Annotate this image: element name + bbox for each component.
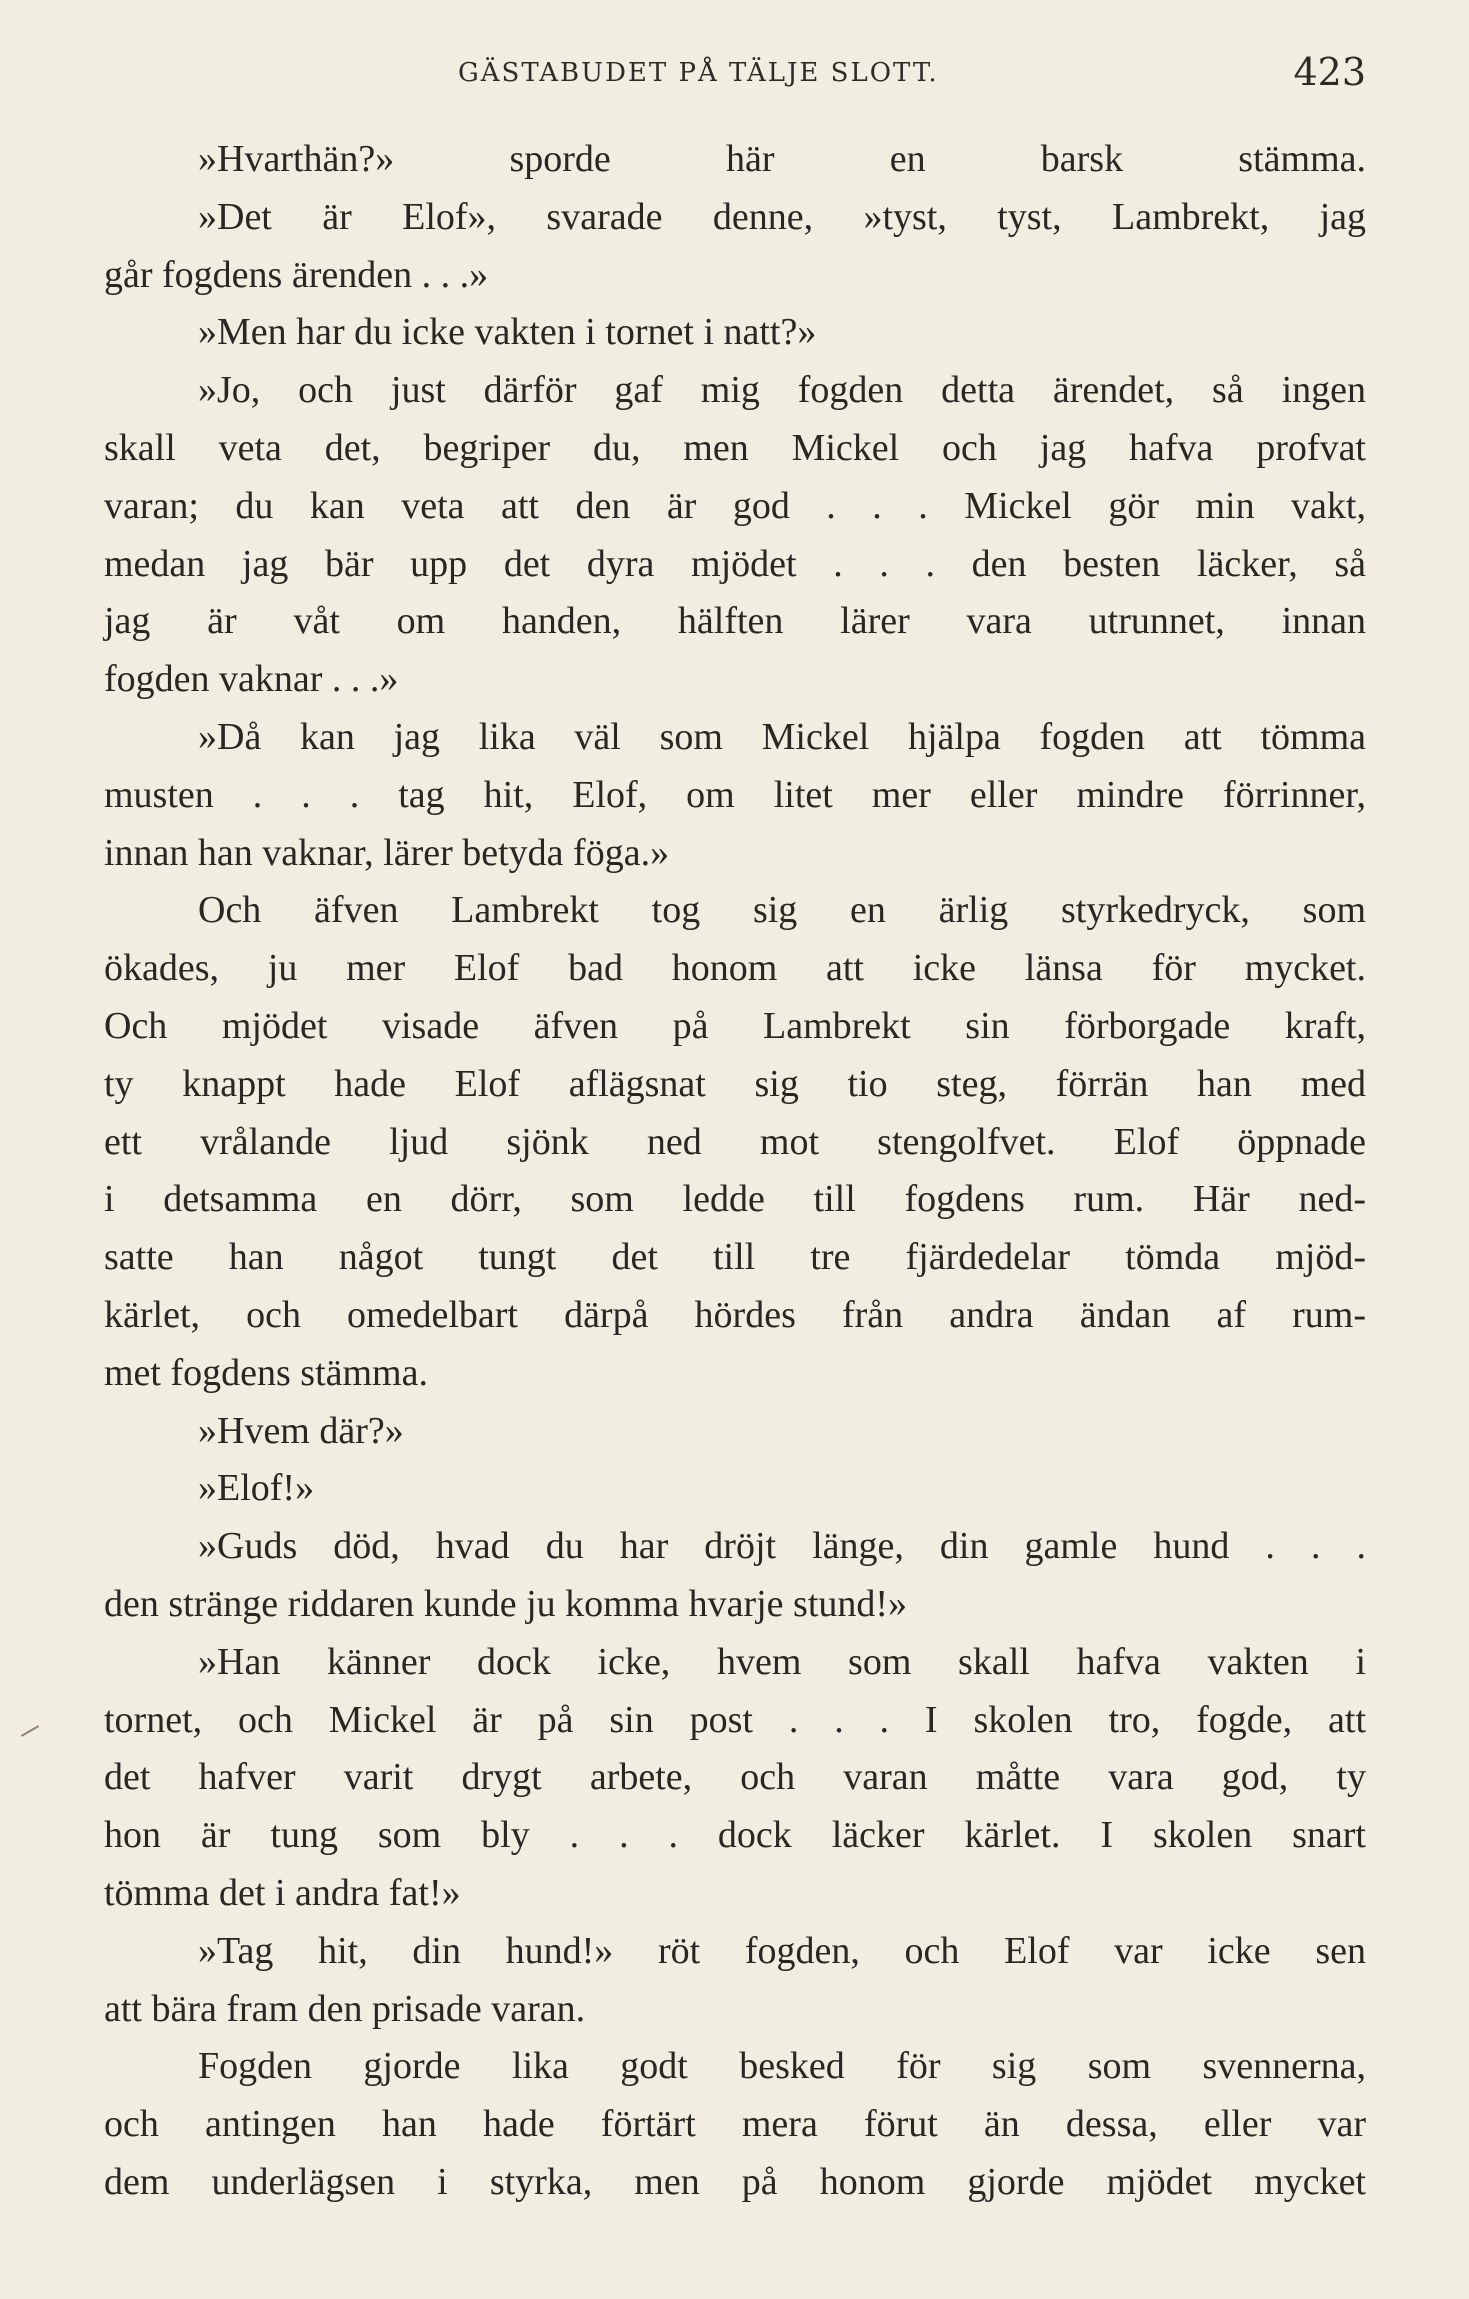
text-line: »Tag hit, din hund!» röt fogden, och Elof var icke sen [198,1929,1366,1972]
text-line: met fogdens stämma. [104,1351,428,1394]
page-number: 423 [1293,50,1366,94]
text-line: »Jo, och just därför gaf mig fogden detta ärendet, så ingen [198,369,1366,412]
text-line: i detsamma en dörr, som ledde till fogdens rum. Här ned- [104,1178,1366,1221]
text-line: medan jag bär upp det dyra mjödet . . . den besten läcker, så [104,542,1366,585]
text-line: »Hvarthän?» sporde här en barsk stämma. [198,138,1366,180]
text-line: »Elof!» [198,1467,315,1510]
text-line: Och mjödet visade äfven på Lambrekt sin förborgade kraft, [104,1004,1366,1047]
text-line: ökades, ju mer Elof bad honom att icke länsa för mycket. [104,947,1366,990]
text-line: ett vrålande ljud sjönk ned mot stengolfvet. Elof öppnade [104,1120,1366,1163]
text-line: den stränge riddaren kunde ju komma hvarje stund!» [104,1582,908,1625]
text-line: tornet, och Mickel är på sin post . . . I skolen tro, fogde, att [104,1698,1366,1741]
text-line: »Hvem där?» [198,1409,404,1452]
text-line: och antingen han hade förtärt mera förut än dessa, eller var [104,2103,1366,2146]
text-line: Fogden gjorde lika godt besked för sig som svennerna, [198,2045,1366,2088]
body-text [104,131,1366,2212]
text-line: att bära fram den prisade varan. [104,1987,586,2030]
text-line: ty knappt hade Elof aflägsnat sig tio steg, förrän han med [104,1062,1366,1105]
text-line: skall veta det, begriper du, men Mickel och jag hafva profvat [104,426,1366,469]
text-line: »Det är Elof», svarade denne, »tyst, tyst, Lambrekt, jag [198,195,1366,238]
text-line: varan; du kan veta att den är god . . . Mickel gör min vakt, [104,484,1366,527]
text-line: fogden vaknar . . .» [104,658,399,701]
running-title: GÄSTABUDET PÅ TÄLJE SLOTT. [458,58,939,88]
text-line: hon är tung som bly . . . dock läcker kärlet. I skolen snart [104,1814,1366,1857]
text-line: tömma det i andra fat!» [104,1871,461,1914]
text-line: kärlet, och omedelbart därpå hördes från andra ändan af rum- [104,1293,1366,1336]
text-line: »Då kan jag lika väl som Mickel hjälpa fogden att tömma [198,715,1366,758]
text-line: det hafver varit drygt arbete, och varan måtte vara god, ty [104,1756,1366,1799]
margin-pencil-mark [21,1725,39,1737]
text-line: satte han något tungt det till tre fjärdedelar tömda mjöd- [104,1236,1366,1279]
text-line: musten . . . tag hit, Elof, om litet mer eller mindre förrinner, [104,773,1366,816]
text-line: »Guds död, hvad du har dröjt länge, din gamle hund . . . [198,1525,1366,1568]
text-line: går fogdens ärenden . . .» [104,253,489,296]
page-header [104,50,1366,110]
text-line: dem underlägsen i styrka, men på honom gjorde mjödet mycket [104,2160,1366,2203]
text-line: jag är våt om handen, hälften lärer vara utrunnet, innan [104,600,1366,643]
text-line: innan han vaknar, lärer betyda föga.» [104,831,670,874]
text-line: »Han känner dock icke, hvem som skall hafva vakten i [198,1640,1366,1683]
text-line: »Men har du icke vakten i tornet i natt?» [198,311,817,354]
text-line: Och äfven Lambrekt tog sig en ärlig styrkedryck, som [198,889,1366,932]
